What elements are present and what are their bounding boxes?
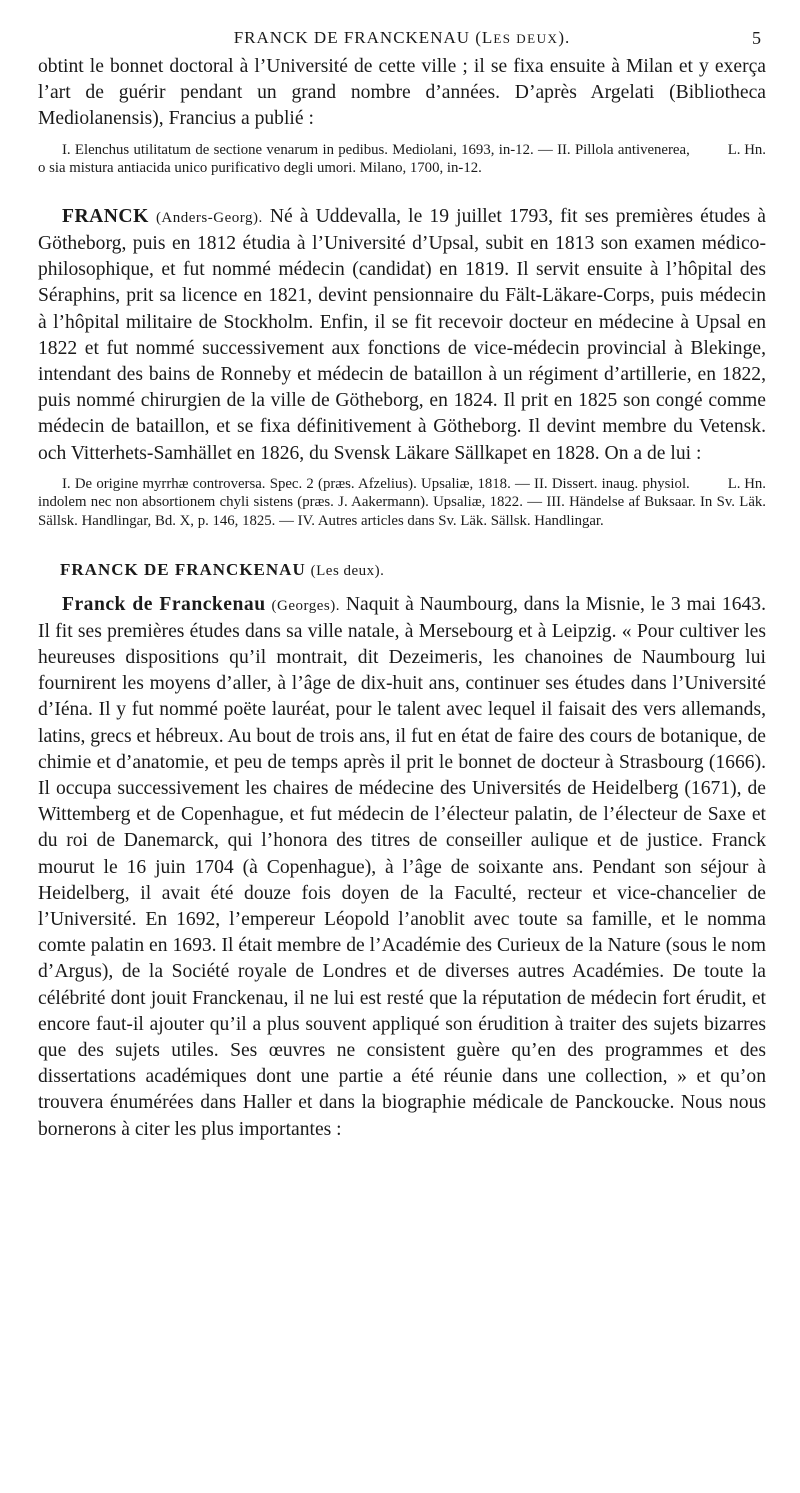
section-title-name: FRANCK DE FRANCKENAU — [60, 559, 306, 579]
running-title-main: FRANCK DE FRANCKENAU (L — [233, 28, 494, 47]
intro-paragraph: obtint le bonnet doctoral à l’Université de cette ville ; il se fixa ensuite à Milan et y exerça l’art de guérir pendant un grand nombre d’années. D’après Argelati (Bibliotheca Mediolanensis), Francius a publié : — [38, 56, 766, 130]
entry-forename-anders: (Anders-Georg). — [155, 209, 263, 226]
entry-name-georges: Franck de Franckenau — [62, 593, 266, 615]
author-signature-1: L. Hn. — [727, 141, 766, 158]
running-header — [38, 28, 766, 54]
entry-body-franck: Né à Uddevalla, le 19 juillet 1793, fit ses premières études à Götheborg, puis en 1812 étudia à l’Université d’Upsal, subit en 1813 son examen médico-philosophique, et fut nommé médecin (candidat) en 1819. Il servit ensuite à l’hôpital des Séraphins, prit sa licence en 1821, devint pensionnaire du Fält-Läkare-Corps, puis médecin à l’hôpital militaire de Stockholm. Enfin, il se fit recevoir docteur en médecine à Upsal en 1822 et fut nommé successivement aux fonctions de vice-médecin provincial à Blekinge, intendant des bains de Ronneby et médecin de bataillon à un régiment d’artillerie, en 1822, puis nommé chirurgien de la ville de Götheborg, en 1824. Il prit en 1825 son congé comme médecin de bataillon, et se fixa définitivement à Götheborg. Il devint membre du Vetensk. och Vitterhets-Samhället en 1826, du Svensk Läkare Sällkapet en 1828. On a de lui : — [38, 205, 766, 464]
entry-forename-georges: (Georges). — [271, 597, 340, 614]
bibliography-note-2 — [38, 475, 766, 531]
entry-georges — [38, 592, 766, 1143]
author-signature-2: L. Hn. — [727, 475, 766, 492]
running-title — [234, 28, 571, 48]
entry-body-georges: Naquit à Naumbourg, dans la Misnie, le 3 mai 1643. Il fit ses premières études dans sa ville natale, à Mersebourg et à Leipzig. « Pour cultiver les heureuses dispositions qu’il montrait, dit Dezeimeris, les chanoines de Naumbourg lui fournirent les moyens d’aller, à l’âge de dix-huit ans, continuer ses études dans l’Université d’Iéna. Il y fut nommé poëte lauréat, pour le talent avec lequel il faisait des vers allemands, latins, grecs et hébreux. Au bout de trois ans, il fut en état de faire des cours de botanique, de chimie et d’anatomie, et peu de temps après il prit le bonnet de docteur à Strasbourg (1666). Il occupa successivement les chaires de médecine des Universités de Heidelberg (1671), de Wittemberg et de Copenhague, et fut médecin de l’électeur palatin, de l’électeur de Saxe et du roi de Danemarck, qui l’honora des titres de conseiller aulique et de justice. Franck mourut le 16 juin 1704 (à Copenhague), à l’âge de soixante ans. Pendant son séjour à Heidelberg, il avait été douze fois doyen de la Faculté, recteur et vice-chancelier de l’Université. En 1692, l’empereur Léopold l’anoblit avec toute sa famille, et le nomma comte palatin en 1693. Il était membre de l’Académie des Curieux de la Nature (sous le nom d’Argus), de la Société royale de Londres et de diverses autres Académies. De toute la célébrité dont jouit Franckenau, il ne lui est resté que la réputation de médecin fort érudit, et encore faut-il ajouter qu’il a plus souvent appliqué son érudition à traiter des sujets bizarres que des sujets utiles. Ses œuvres ne consistent guère qu’en des programmes et des dissertations académiques dont une partie a été réunie dans une collection, » et qu’on trouvera énumérées dans Haller et dans la biographie médicale de Panckoucke. Nous nous bornerons à citer les plus importantes : — [38, 593, 766, 1140]
running-title-smallcaps: ES DEUX — [493, 31, 559, 46]
entry-name-franck: FRANCK — [62, 205, 149, 227]
bibliography-note-1-text: I. Elenchus utilitatum de sectione venarum in pedibus. Mediolani, 1693, in-12. — II. Pillola antivenerea, o sia mistura antiacida unico purificativo degli umori. Milano, 1700, in-12. — [38, 141, 690, 177]
section-title — [38, 557, 766, 584]
bibliography-note-2-text: I. De origine myrrhæ controversa. Spec. 2 (præs. Afzelius). Upsaliæ, 1818. — II. Dissert. inaug. physiol. indolem nec non absortionem chyli sistens (præs. J. Aakermann). Upsaliæ, 1822. — III. Händelse af Buksaar. In Sv. Läk. Sällsk. Handlingar, Bd. X, p. 146, 1825. — IV. Autres articles dans Sv. Läk. Sällsk. Handlingar. — [38, 475, 766, 530]
running-title-end: ). — [558, 28, 571, 47]
bibliography-note-1 — [38, 141, 766, 178]
page-number: 5 — [752, 28, 762, 48]
section-title-rest: (Les deux). — [310, 562, 385, 579]
entry-franck-anders — [38, 204, 766, 467]
